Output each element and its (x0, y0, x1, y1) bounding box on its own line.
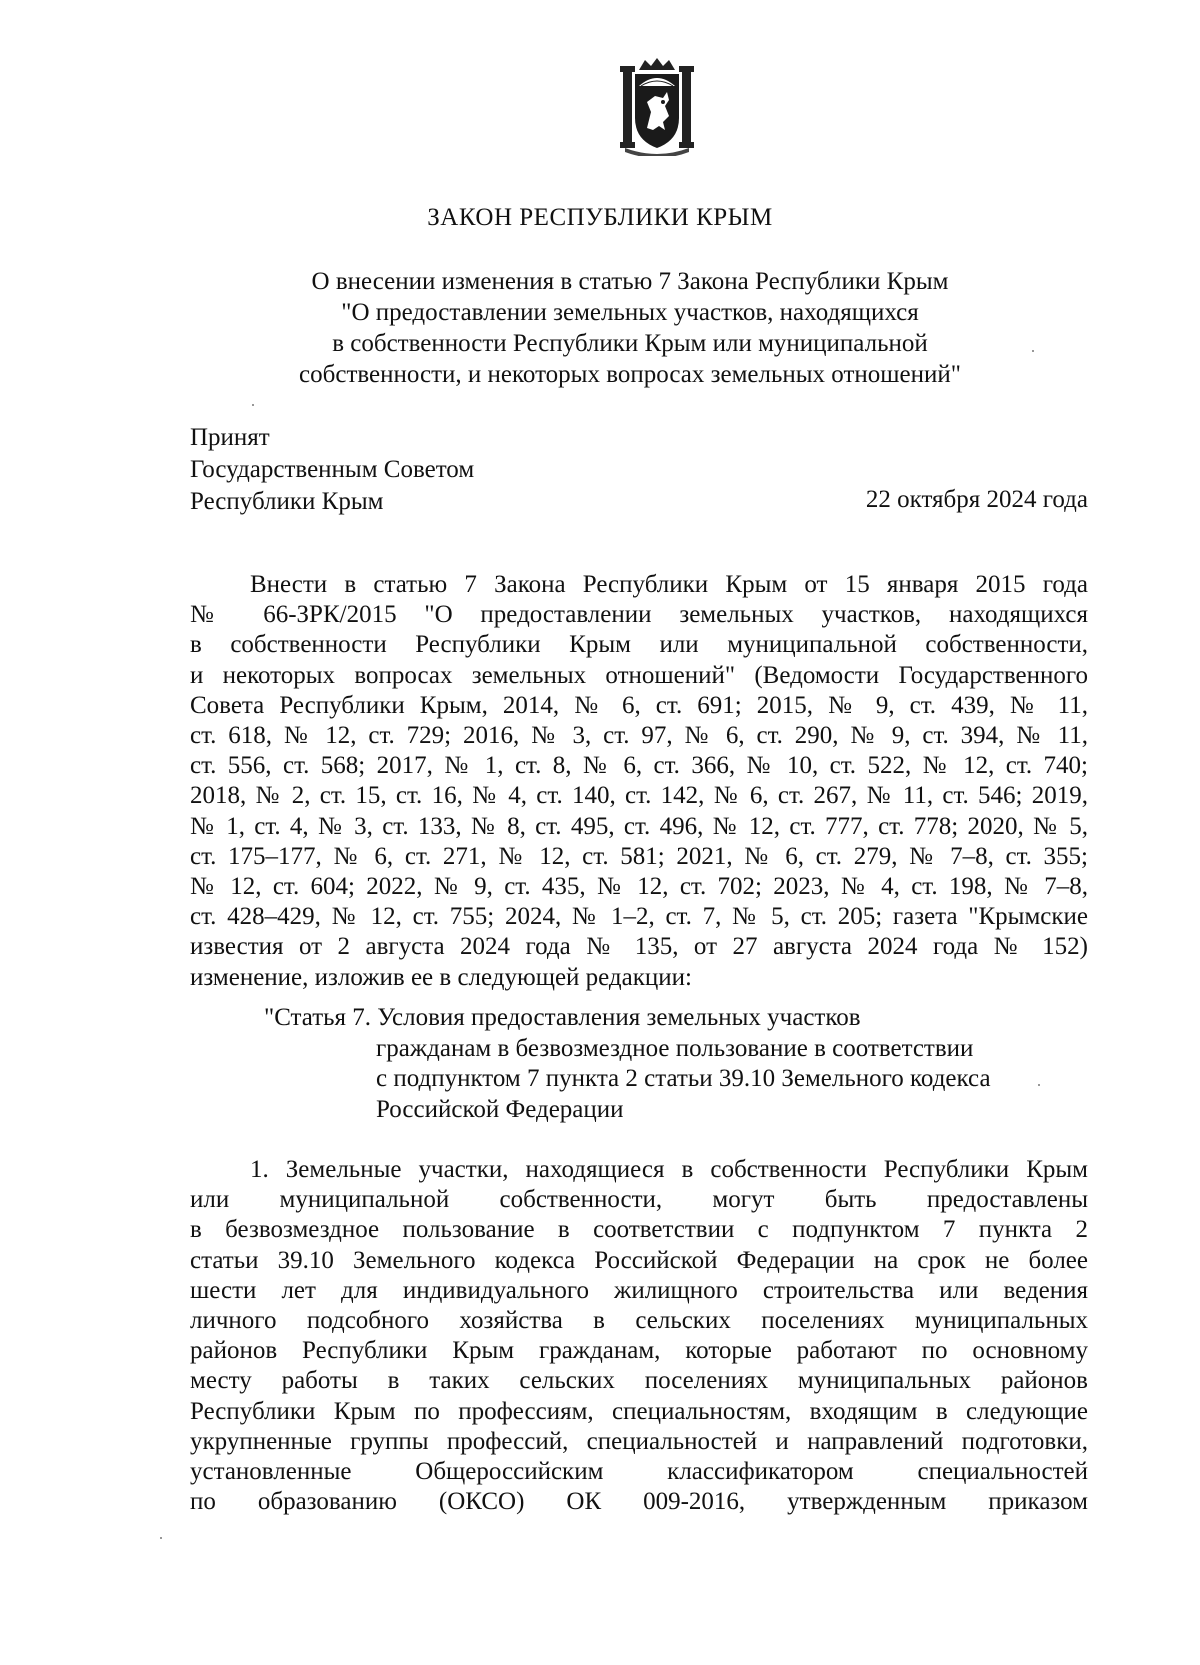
paragraph-line: ст. 618, № 12, ст. 729; 2016, № 3, ст. 97, № 6, ст. 290, № 9, ст. 394, № 11, (190, 722, 1088, 750)
paragraph-article-item-1 (190, 1155, 1088, 1517)
coat-of-arms-icon (617, 56, 697, 156)
article-heading-line: "Статья 7. Условия предоставления земельных участков (264, 1004, 861, 1031)
paragraph-line: № 66-ЗРК/2015 "О предоставлении земельных участков, находящихся (190, 601, 1088, 629)
paragraph-line: или муниципальной собственности, могут быть предоставлены (190, 1186, 1088, 1214)
paragraph-line: Республики Крым по профессиям, специальностям, входящим в следующие (190, 1397, 1088, 1425)
paragraph-line: № 12, ст. 604; 2022, № 9, ст. 435, № 12, ст. 702; 2023, № 4, ст. 198, № 7–8, (190, 873, 1088, 901)
adoption-line: Республики Крым (190, 488, 384, 515)
paragraph-line: шести лет для индивидуального жилищного строительства или ведения (190, 1276, 1088, 1304)
adoption-date: 22 октября 2024 года (865, 486, 1088, 513)
paragraph-line: № 1, ст. 4, № 3, ст. 133, № 8, ст. 495, ст. 496, № 12, ст. 777, ст. 778; 2020, № 5, (190, 812, 1088, 840)
subtitle-line: О внесении изменения в статью 7 Закона Республики Крым (311, 268, 949, 295)
adoption-line: Государственным Советом (190, 456, 475, 483)
paragraph-line: известия от 2 августа 2024 года № 135, от 27 августа 2024 года № 152) (190, 933, 1088, 961)
paragraph-line: статьи 39.10 Земельного кодекса Российской Федерации на срок не более (190, 1246, 1088, 1274)
scan-speck (1038, 1084, 1040, 1086)
paragraph-line: изменение, изложив ее в следующей редакции: (190, 963, 692, 991)
article-heading-line: с подпунктом 7 пункта 2 статьи 39.10 Земельного кодекса (376, 1065, 991, 1092)
subtitle-line: в собственности Республики Крым или муниципальной (332, 330, 928, 357)
scan-speck (1032, 350, 1034, 352)
subtitle-line: собственности, и некоторых вопросах земельных отношений" (299, 361, 961, 388)
subtitle-line: "О предоставлении земельных участков, находящихся (341, 299, 919, 326)
paragraph-line: в собственности Республики Крым или муниципальной собственности, (190, 631, 1088, 659)
article-heading-line: Российской Федерации (376, 1095, 624, 1123)
paragraph-amendment (190, 570, 1088, 993)
paragraph-line: в безвозмездное пользование в соответствии с подпунктом 7 пункта 2 (190, 1216, 1088, 1244)
paragraph-line: 1. Земельные участки, находящиеся в собственности Республики Крым (250, 1156, 1088, 1183)
paragraph-line: Внести в статью 7 Закона Республики Крым от 15 января 2015 года (250, 571, 1088, 598)
paragraph-line: установленные Общероссийским классификатором специальностей (190, 1458, 1088, 1486)
paragraph-line: ст. 175–177, № 6, ст. 271, № 12, ст. 581; 2021, № 6, ст. 279, № 7–8, ст. 355; (190, 842, 1088, 870)
paragraph-line: месту работы в таких сельских поселениях муниципальных районов (190, 1367, 1088, 1395)
paragraph-line: ст. 428–429, № 12, ст. 755; 2024, № 1–2, ст. 7, № 5, ст. 205; газета "Крымские (190, 903, 1088, 931)
paragraph-line: личного подсобного хозяйства в сельских поселениях муниципальных (190, 1307, 1088, 1335)
paragraph-line: районов Республики Крым гражданам, которые работают по основному (190, 1337, 1088, 1365)
paragraph-line: и некоторых вопросах земельных отношений" (Ведомости Государственного (190, 661, 1088, 689)
scan-speck (252, 404, 254, 406)
paragraph-line: 2018, № 2, ст. 15, ст. 16, № 4, ст. 140, ст. 142, № 6, ст. 267, № 11, ст. 546; 2019, (190, 782, 1088, 810)
law-subtitle (200, 266, 1060, 390)
paragraph-line: ст. 556, ст. 568; 2017, № 1, ст. 8, № 6, ст. 366, № 10, ст. 522, № 12, ст. 740; (190, 752, 1088, 780)
paragraph-line: по образованию (ОКСО) ОК 009-2016, утвержденным приказом (190, 1488, 1088, 1516)
document-title: ЗАКОН РЕСПУБЛИКИ КРЫМ (427, 204, 773, 231)
scan-speck (160, 1537, 162, 1539)
adoption-line: Принят (190, 424, 270, 451)
paragraph-line: Совета Республики Крым, 2014, № 6, ст. 691; 2015, № 9, ст. 439, № 11, (190, 691, 1088, 719)
paragraph-line: укрупненные группы профессий, специальностей и направлений подготовки, (190, 1427, 1088, 1455)
adoption-block (190, 422, 474, 518)
article-heading (264, 1003, 991, 1125)
article-heading-line: гражданам в безвозмездное пользование в соответствии (376, 1034, 974, 1062)
